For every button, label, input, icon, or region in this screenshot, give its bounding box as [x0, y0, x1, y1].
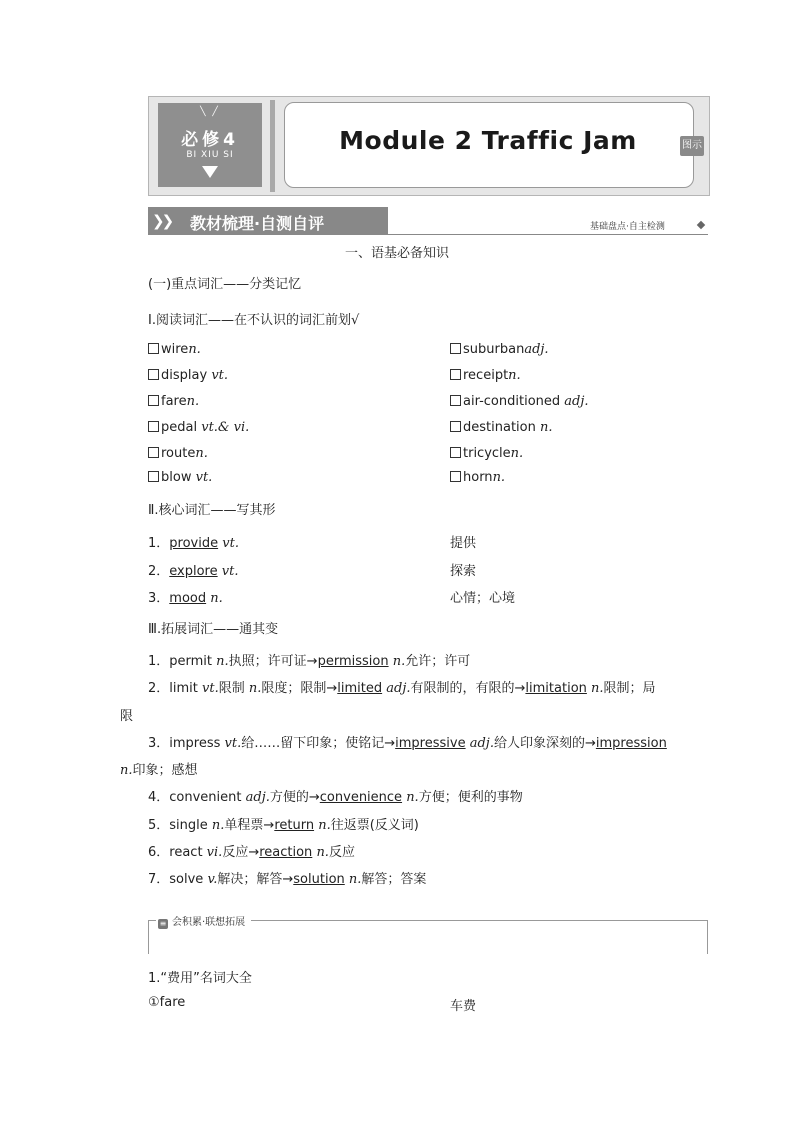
answer-word: convenience: [319, 790, 403, 805]
core-word-meaning: 探索: [450, 564, 477, 579]
badge-title: 必修4: [181, 130, 239, 150]
checkbox-icon[interactable]: [450, 421, 461, 432]
vocab-pos: vt.: [211, 368, 229, 383]
extension-item: 4．convenient adj.方便的→convenience n.方便；便利的事物: [148, 790, 523, 805]
vocab-word: suburban: [463, 342, 525, 357]
illustration-icon: 图示: [680, 136, 704, 156]
answer-word: reaction: [259, 845, 313, 860]
vocab-item: [148, 420, 249, 435]
note-icon: ≡: [159, 919, 167, 928]
answer-word: return: [274, 818, 315, 833]
checkbox-icon[interactable]: [148, 369, 159, 380]
checkbox-icon[interactable]: [450, 471, 461, 482]
answer-word: impressive: [395, 736, 466, 751]
core-word: provide: [169, 536, 219, 551]
vocab-word: blow: [161, 470, 192, 485]
extension-item: 7．solve v.解决；解答→solution n.解答；答案: [148, 872, 427, 887]
module-title: Module 2 Traffic Jam: [339, 126, 637, 155]
core-word-meaning: 提供: [450, 536, 477, 551]
badge-arrow-icon: [202, 166, 218, 178]
checkbox-icon[interactable]: [148, 395, 159, 406]
checkbox-icon[interactable]: [148, 343, 159, 354]
answer-word: solution: [293, 872, 345, 887]
checkbox-icon[interactable]: [148, 471, 159, 482]
sub-heading: (一)重点词汇——分类记忆: [148, 277, 302, 292]
core-word-item: 2．explore vt.: [148, 564, 239, 579]
vocab-pos: n.: [539, 420, 553, 435]
core-word-item: 1．provide vt.: [148, 536, 239, 551]
vocab-item: [450, 368, 521, 383]
vocab-word: route: [161, 446, 196, 461]
vocab-item: [148, 470, 212, 485]
vocab-pos: adj.: [524, 342, 549, 357]
banner-divider: [270, 100, 275, 192]
part2-title: Ⅱ.核心词汇——写其形: [148, 503, 276, 518]
vocab-word: display: [161, 368, 208, 383]
diamond-icon: [697, 221, 705, 229]
extension-item: 2．limit vt.限制 n.限度；限制→limited adj.有限制的，有限的→limitation n.限制；局: [148, 681, 656, 696]
part1-title: Ⅰ.阅读词汇——在不认识的词汇前划√: [148, 313, 360, 328]
extension-continuation: n.印象；感想: [120, 763, 198, 778]
section-right-label: 基础盘点·自主检测: [590, 222, 665, 232]
vocab-pos: n.: [508, 368, 521, 383]
vocab-item: [450, 342, 549, 357]
core-word-item: 3．mood n.: [148, 591, 223, 606]
badge-decoration: ╲ ╱: [200, 107, 220, 117]
fee-word: ①fare: [148, 995, 186, 1010]
extension-continuation: 限: [120, 709, 134, 724]
vocab-word: wire: [161, 342, 189, 357]
extension-item: 1．permit n.执照；许可证→permission n.允许；许可: [148, 654, 471, 669]
answer-word: permission: [317, 654, 389, 669]
vocab-item: [148, 368, 228, 383]
extension-item: 6．react vi.反应→reaction n.反应: [148, 845, 355, 860]
core-word: mood: [169, 591, 207, 606]
vocab-word: pedal: [161, 420, 198, 435]
extension-item: 5．single n.单程票→return n.往返票(反义词): [148, 818, 419, 833]
vocab-pos: adj.: [564, 394, 589, 409]
info-heading: 1.“费用”名词大全: [148, 971, 252, 986]
vocab-word: destination: [463, 420, 536, 435]
vocab-pos: n.: [510, 446, 524, 461]
vocab-item: [450, 470, 505, 485]
answer-word: limitation: [525, 681, 587, 696]
vocab-word: horn: [463, 470, 493, 485]
checkbox-icon[interactable]: [450, 395, 461, 406]
checkbox-icon[interactable]: [450, 343, 461, 354]
checkbox-icon[interactable]: [148, 421, 159, 432]
main-heading: 一、语基必备知识: [344, 246, 449, 261]
badge-subtitle: BI XIU SI: [186, 150, 234, 160]
vocab-item: [148, 394, 199, 409]
vocab-pos: n.: [195, 446, 208, 461]
vocab-word: fare: [161, 394, 187, 409]
part3-title: Ⅲ.拓展词汇——通其变: [148, 622, 279, 637]
vocab-pos: n.: [186, 394, 200, 409]
info-box-label: ≡ 会积累·联想拓展: [156, 913, 251, 929]
info-box-border: [707, 920, 708, 954]
vocab-pos: n.: [188, 342, 201, 357]
chevron-right-icon: ❯❯: [152, 212, 172, 230]
vocab-item: [450, 420, 553, 435]
vocab-pos: vt.& vi.: [201, 420, 250, 435]
vocab-item: [148, 342, 201, 357]
core-word: explore: [169, 564, 218, 579]
section-underline: [388, 234, 708, 235]
core-word-meaning: 心情；心境: [450, 591, 516, 606]
info-box-border: [148, 920, 149, 954]
answer-word: limited: [337, 681, 383, 696]
vocab-word: air-conditioned: [463, 394, 561, 409]
extension-item: 3．impress vt.给……留下印象；使铭记→impressive adj.给人印象深刻的→impression: [148, 736, 667, 751]
vocab-pos: vt.: [195, 470, 213, 485]
section-title: 教材梳理·自测自评: [190, 214, 325, 233]
vocab-item: [450, 446, 523, 461]
answer-word: impression: [595, 736, 667, 751]
vocab-word: receipt: [463, 368, 509, 383]
vocab-item: [450, 394, 589, 409]
vocab-word: tricycle: [463, 446, 511, 461]
checkbox-icon[interactable]: [148, 447, 159, 458]
fee-meaning: 车费: [450, 999, 477, 1014]
book-badge: [158, 103, 262, 187]
vocab-item: [148, 446, 208, 461]
vocab-pos: n.: [492, 470, 506, 485]
checkbox-icon[interactable]: [450, 447, 461, 458]
checkbox-icon[interactable]: [450, 369, 461, 380]
